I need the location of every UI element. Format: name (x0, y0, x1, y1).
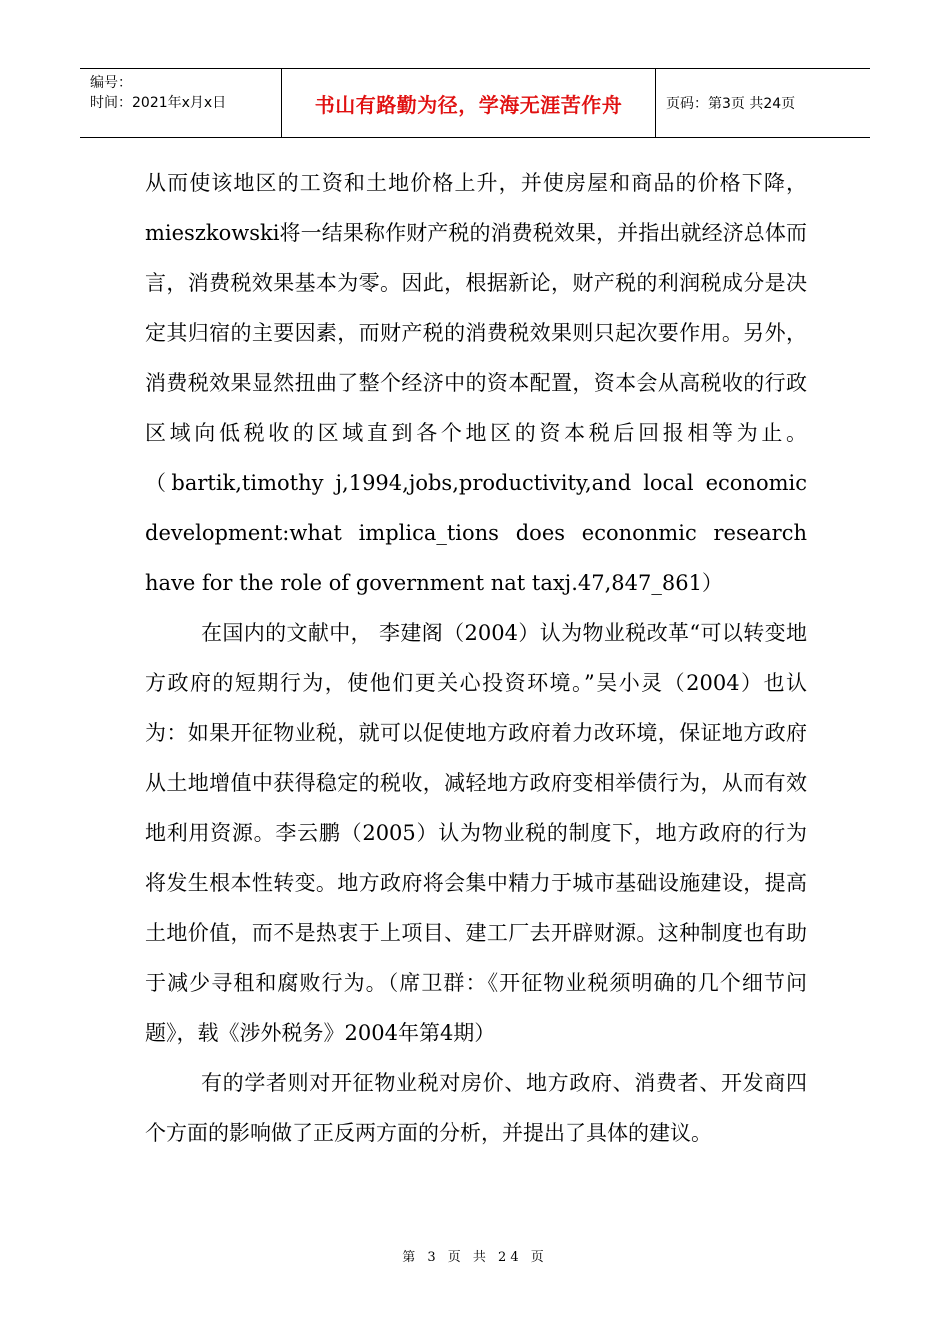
page-footer: 第 3 页 共 24 页 (402, 1250, 548, 1265)
serial-label: 编号： (90, 75, 132, 91)
document-body (145, 158, 807, 1158)
header-motto: 书山有路勤为径，学海无涯苦作舟 (282, 69, 656, 137)
header-page-label: 页码：第3页 共24页 (666, 96, 796, 112)
header-meta (80, 69, 282, 137)
date-label: 时间：2021年x月x日 (90, 95, 227, 111)
paragraph: 有的学者则对开征物业税对房价、地方政府、消费者、开发商四个方面的影响做了正反两方面的分析，并提出了具体的建议。 (145, 1071, 807, 1145)
paragraph: 在国内的文献中， 李建阁（2004）认为物业税改革“可以转变地方政府的短期行为，使他们更关心投资环境。”吴小灵（2004）也认为：如果开征物业税，就可以促使地方政府着力改环境，保证地方政府从土地增值中获得稳定的税收，减轻地方政府变相举债行为，从而有效地利用资源。李云鹏（2005）认为物业税的制度下，地方政府的行为将发生根本性转变。地方政府将会集中精力于城市基础设施建设，提高土地价值，而不是热衷于上项目、建工厂去开辟财源。这种制度也有助于减少寻租和腐败行为。（席卫群：《开征物业税须明确的几个细节问题》，载《涉外税务》2004年第4期） (145, 621, 807, 1045)
document-header (80, 68, 870, 138)
paragraph: 从而使该地区的工资和土地价格上升，并使房屋和商品的价格下降，mieszkowski将一结果称作财产税的消费税效果，并指出就经济总体而言，消费税效果基本为零。因此，根据新论，财产税的利润税成分是决定其归宿的主要因素，而财产税的消费税效果则只起次要作用。另外，消费税效果显然扭曲了整个经济中的资本配置，资本会从高税收的行政区域向低税收的区域直到各个地区的资本税后回报相等为止。（bartik,timothy j,1994,jobs,productivity,and local economic development:what implica_tions does econonmic research have for the role of government nat taxj.47,847_861） (145, 171, 807, 595)
